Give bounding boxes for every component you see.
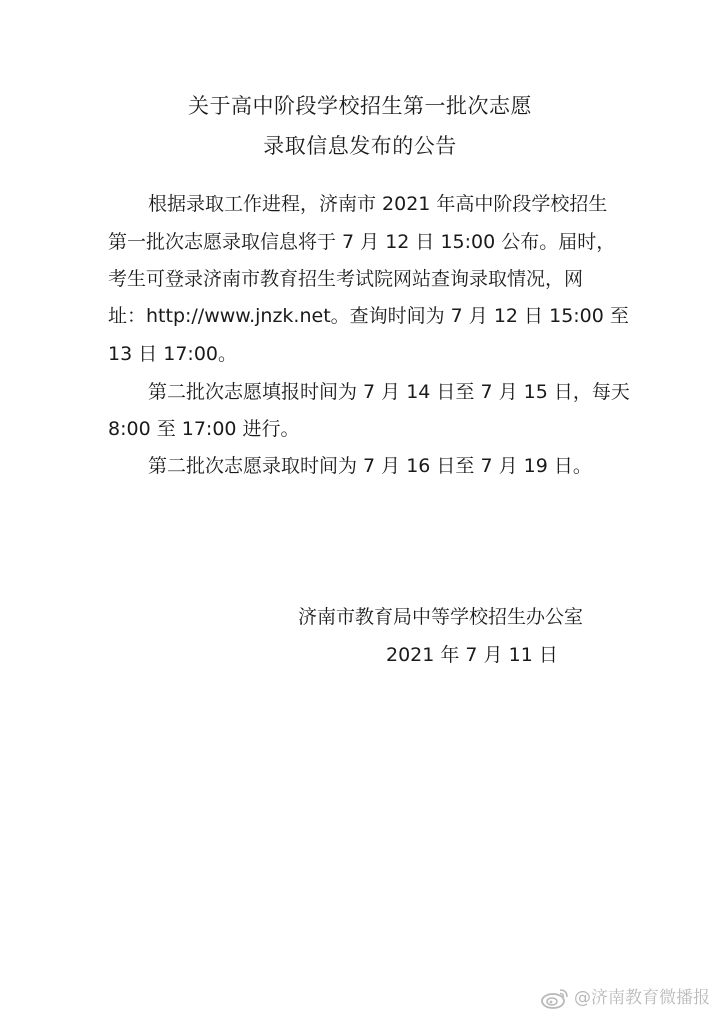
body-line-3: 考生可登录济南市教育招生考试院网站查询录取情况，网 <box>108 268 584 290</box>
body-line-8: 第二批次志愿录取时间为 7 月 16 日至 7 月 19 日。 <box>148 455 592 477</box>
watermark-text: @济南教育微播报 <box>574 988 710 1008</box>
watermark <box>540 987 710 1009</box>
body-line-1: 根据录取工作进程，济南市 2021 年高中阶段学校招生 <box>148 193 608 215</box>
notice-title-line-1: 关于高中阶段学校招生第一批次志愿 <box>188 94 532 118</box>
body-line-2: 第一批次志愿录取信息将于 7 月 12 日 15:00 公布。届时， <box>108 231 616 253</box>
body-line-4: 址：http://www.jnzk.net。查询时间为 7 月 12 日 15:00 至 <box>108 305 629 327</box>
body-line-7: 8:00 至 17:00 进行。 <box>108 418 300 440</box>
body-line-6: 第二批次志愿填报时间为 7 月 14 日至 7 月 15 日，每天 <box>148 381 630 403</box>
weibo-icon <box>540 987 570 1009</box>
body-line-5: 13 日 17:00。 <box>108 343 238 365</box>
signature-organization: 济南市教育局中等学校招生办公室 <box>298 606 584 628</box>
notice-title-line-2: 录取信息发布的公告 <box>263 134 457 158</box>
signature-date: 2021 年 7 月 11 日 <box>386 644 558 666</box>
